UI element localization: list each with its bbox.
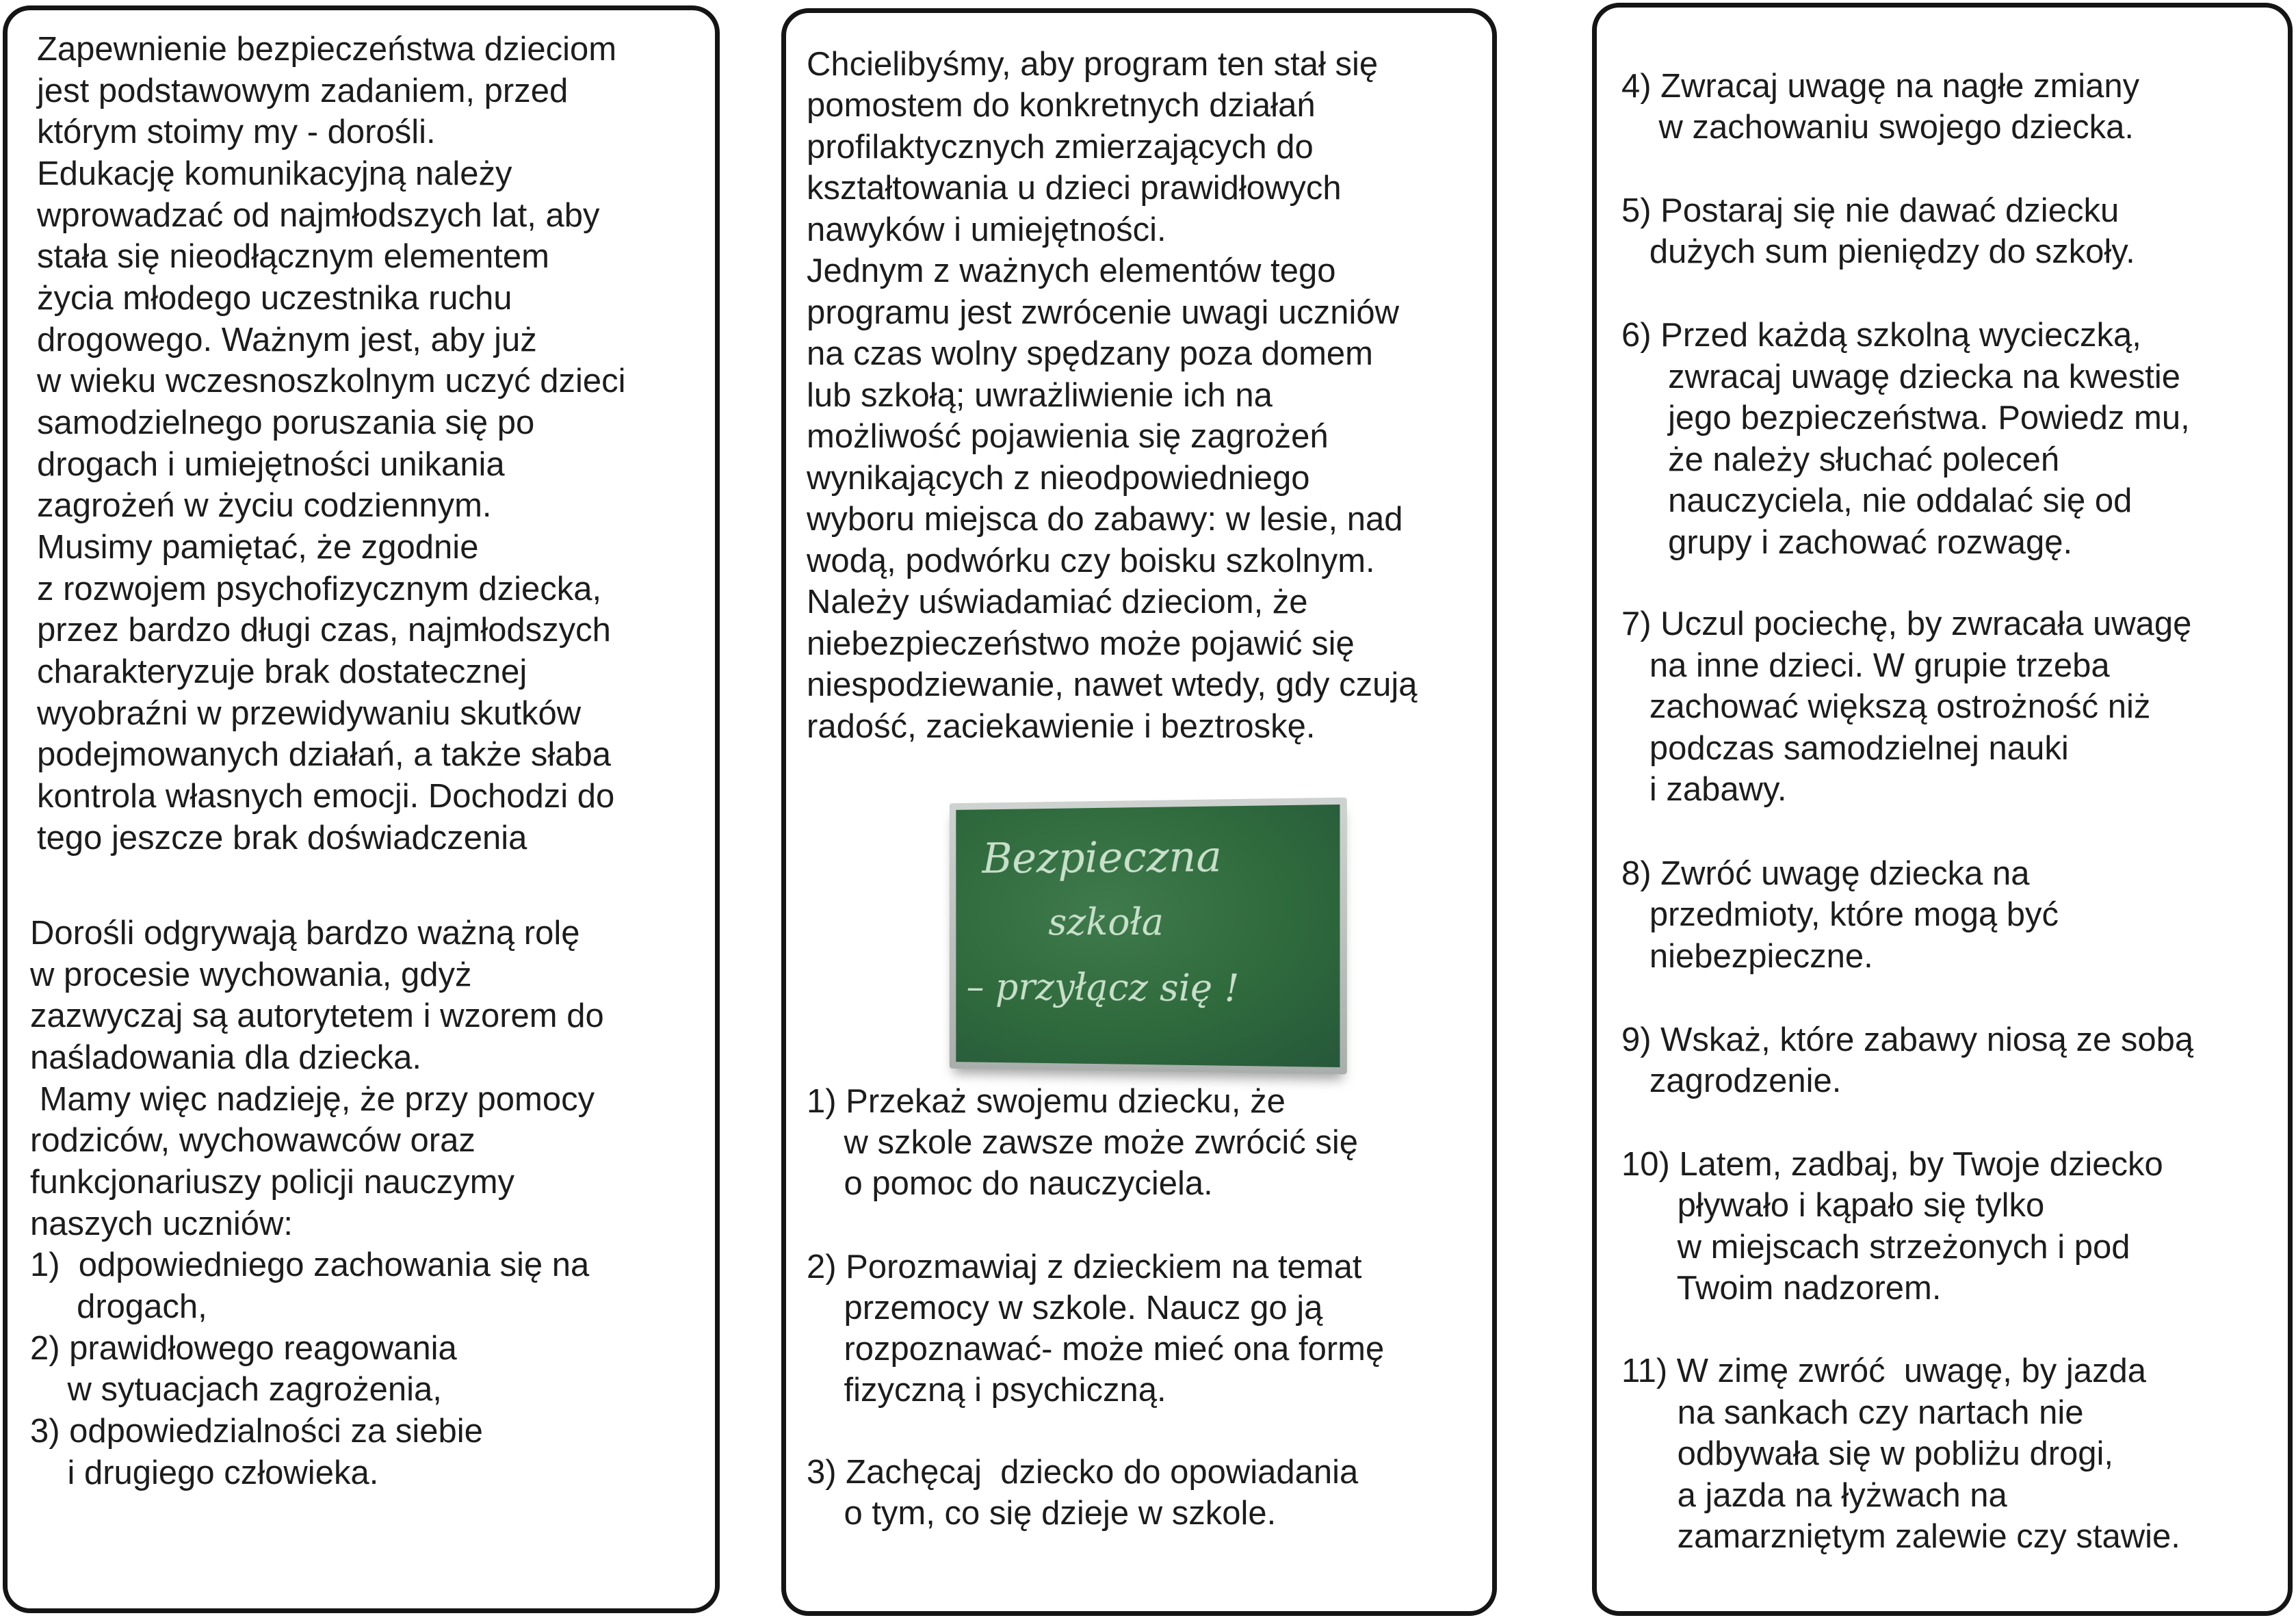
text-line: stała się nieodłącznym elementem: [37, 238, 549, 275]
list-item: w sytuacjach zagrożenia,: [30, 1371, 442, 1408]
list-item: 11) W zimę zwróć uwagę, by jazda: [1621, 1353, 2147, 1389]
text-line: jest podstawowym zadaniem, przed: [37, 73, 569, 109]
list-item: a jazda na łyżwach na: [1621, 1477, 2007, 1514]
text-line: Zapewnienie bezpieczeństwa dzieciom: [37, 31, 617, 68]
list-item: 1) Przekaż swojemu dziecku, że: [807, 1083, 1286, 1120]
text-line: kontrola własnych emocji. Dochodzi do: [37, 778, 615, 815]
text-line: z rozwojem psychofizycznym dziecka,: [37, 571, 602, 608]
text-line: możliwość pojawienia się zagrożeń: [807, 418, 1329, 455]
list-item: zamarzniętym zalewie czy stawie.: [1621, 1518, 2180, 1555]
list-item: przedmioty, które mogą być: [1621, 896, 2059, 933]
list-item: 7) Uczul pociechę, by zwracała uwagę: [1621, 605, 2192, 642]
text-line: życia młodego uczestnika ruchu: [37, 280, 512, 317]
text-line: samodzielnego poruszania się po: [37, 404, 535, 441]
text-line: w procesie wychowania, gdyż: [30, 956, 472, 993]
list-item: przemocy w szkole. Naucz go ją: [807, 1290, 1323, 1327]
text-line: przez bardzo długi czas, najmłodszych: [37, 612, 611, 649]
chalkboard-image: [950, 798, 1347, 1075]
text-line: rodziców, wychowawców oraz: [30, 1122, 475, 1159]
list-item: odbywała się w pobliżu drogi,: [1621, 1435, 2114, 1472]
list-item: 4) Zwracaj uwagę na nagłe zmiany: [1621, 68, 2140, 105]
text-line: niebezpieczeństwo może pojawić się: [807, 625, 1355, 662]
text-line: wprowadzać od najmłodszych lat, aby: [37, 197, 600, 234]
text-line: drogowego. Ważnym jest, aby już: [37, 322, 537, 358]
list-item: 8) Zwróć uwagę dziecka na: [1621, 855, 2030, 892]
list-item: 1) odpowiedniego zachowania się na: [30, 1246, 590, 1283]
text-line: wyboru miejsca do zabawy: w lesie, nad: [807, 501, 1403, 538]
text-line: radość, zaciekawienie i beztroskę.: [807, 708, 1316, 745]
text-line: pomostem do konkretnych działań: [807, 87, 1316, 124]
chalkboard-line: – przyłącz się !: [966, 965, 1240, 1010]
list-item: 6) Przed każdą szkolną wycieczką,: [1621, 317, 2141, 354]
list-item: w zachowaniu swojego dziecka.: [1621, 109, 2134, 146]
text-line: którym stoimy my - dorośli.: [37, 114, 436, 151]
list-item: 10) Latem, zadbaj, by Twoje dziecko: [1621, 1146, 2163, 1183]
text-line: na czas wolny spędzany poza domem: [807, 335, 1373, 372]
list-item: 2) prawidłowego reagowania: [30, 1330, 457, 1367]
text-line: Edukację komunikacyjną należy: [37, 155, 512, 192]
text-line: funkcjonariuszy policji nauczymy: [30, 1164, 515, 1201]
list-item: drogach,: [30, 1288, 207, 1325]
text-line: Chcielibyśmy, aby program ten stał się: [807, 46, 1379, 83]
list-item: rozpoznawać- może mieć ona formę: [807, 1331, 1385, 1368]
list-item: Twoim nadzorem.: [1621, 1270, 1942, 1307]
text-line: wyobraźni w przewidywaniu skutków: [37, 695, 582, 732]
list-item: jego bezpieczeństwa. Powiedz mu,: [1621, 400, 2190, 436]
text-line: Jednym z ważnych elementów tego: [807, 252, 1336, 289]
list-item: w miejscach strzeżonych i pod: [1621, 1229, 2130, 1266]
text-line: naśladowania dla dziecka.: [30, 1039, 422, 1076]
list-item: nauczyciela, nie oddalać się od: [1621, 482, 2132, 519]
chalkboard-surface: [956, 805, 1340, 1067]
list-item: podczas samodzielnej nauki: [1621, 730, 2069, 767]
text-line: zazwyczaj są autorytetem i wzorem do: [30, 997, 604, 1034]
text-line: naszych uczniów:: [30, 1205, 293, 1242]
text-line: podejmowanych działań, a także słaba: [37, 736, 611, 773]
list-item: o pomoc do nauczyciela.: [807, 1165, 1213, 1202]
text-line: drogach i umiejętności unikania: [37, 446, 505, 483]
list-item: zagrodzenie.: [1621, 1062, 1842, 1099]
list-item: 3) Zachęcaj dziecko do opowiadania: [807, 1454, 1359, 1491]
text-line: Należy uświadamiać dzieciom, że: [807, 584, 1308, 620]
list-item: że należy słuchać poleceń: [1621, 441, 2060, 478]
text-line: Mamy więc nadzieję, że przy pomocy: [30, 1081, 595, 1118]
list-item: 9) Wskaż, które zabawy niosą ze sobą: [1621, 1021, 2194, 1058]
text-line: lub szkołą; uwrażliwienie ich na: [807, 377, 1273, 414]
chalkboard-line: szkoła: [1048, 900, 1164, 944]
list-item: na sankach czy nartach nie: [1621, 1394, 2084, 1431]
text-line: wynikających z nieodpowiedniego: [807, 460, 1310, 497]
list-item: w szkole zawsze może zwrócić się: [807, 1124, 1358, 1161]
text-line: kształtowania u dzieci prawidłowych: [807, 170, 1342, 207]
text-line: Musimy pamiętać, że zgodnie: [37, 529, 479, 566]
list-item: grupy i zachować rozwagę.: [1621, 524, 2073, 561]
text-line: nawyków i umiejętności.: [807, 211, 1166, 248]
text-line: charakteryzuje brak dostatecznej: [37, 653, 527, 690]
list-item: 2) Porozmawiaj z dzieckiem na temat: [807, 1249, 1362, 1285]
text-line: profilaktycznych zmierzających do: [807, 129, 1314, 166]
list-item: zwracaj uwagę dziecka na kwestie: [1621, 358, 2181, 395]
text-line: Dorośli odgrywają bardzo ważną rolę: [30, 915, 580, 952]
list-item: 3) odpowiedzialności za siebie: [30, 1413, 483, 1450]
list-item: na inne dzieci. W grupie trzeba: [1621, 647, 2110, 684]
text-line: programu jest zwrócenie uwagi uczniów: [807, 294, 1400, 331]
list-item: o tym, co się dzieje w szkole.: [807, 1495, 1277, 1532]
text-line: wodą, podwórku czy boisku szkolnym.: [807, 543, 1375, 579]
list-item: zachować większą ostrożność niż: [1621, 688, 2151, 725]
list-item: fizyczną i psychiczną.: [807, 1372, 1166, 1409]
text-line: w wieku wczesnoszkolnym uczyć dzieci: [37, 363, 626, 400]
list-item: 5) Postaraj się nie dawać dziecku: [1621, 192, 2119, 229]
text-line: tego jeszcze brak doświadczenia: [37, 820, 527, 857]
list-item: niebezpieczne.: [1621, 938, 1873, 975]
chalkboard-line: Bezpieczna: [982, 831, 1222, 883]
text-line: niespodziewanie, nawet wtedy, gdy czują: [807, 666, 1418, 703]
list-item: i drugiego człowieka.: [30, 1454, 379, 1491]
text-line: zagrożeń w życiu codziennym.: [37, 487, 492, 524]
list-item: i zabawy.: [1621, 771, 1787, 808]
list-item: pływało i kąpało się tylko: [1621, 1187, 2045, 1224]
list-item: dużych sum pieniędzy do szkoły.: [1621, 233, 2135, 270]
